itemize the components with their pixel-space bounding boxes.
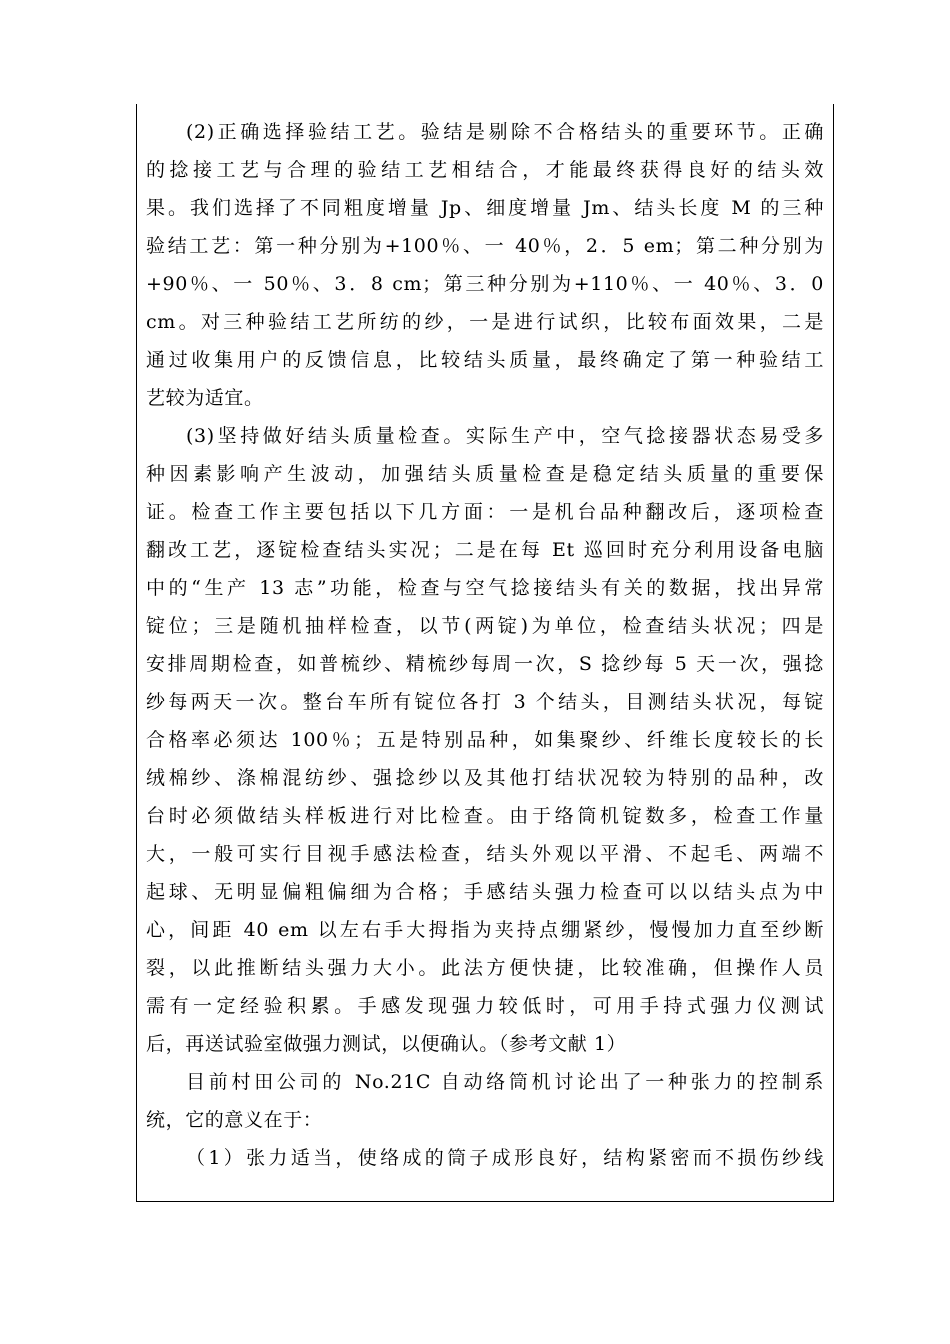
- text-line: 目前村田公司的 No.21C 自动络筒机讨论出了一种张力的控制系: [186, 1071, 824, 1093]
- text-line: 种因素影响产生波动，加强结头质量检查是稳定结头质量的重要保: [146, 463, 824, 485]
- text-line: 大，一般可实行目视手感法检查，结头外观以平滑、不起毛、两端不: [146, 843, 824, 865]
- text-line: 验结工艺：第一种分别为+100％、一 40％，2．5 em；第二种分别为: [146, 235, 824, 257]
- text-line: 的捻接工艺与合理的验结工艺相结合，才能最终获得良好的结头效: [146, 159, 824, 181]
- text-line: 艺较为适宜。: [146, 387, 264, 409]
- text-line: (2)正确选择验结工艺。验结是剔除不合格结头的重要环节。正确: [186, 121, 824, 143]
- text-line: 裂，以此推断结头强力大小。此法方便快捷，比较准确，但操作人员: [146, 957, 824, 979]
- text-line: +90％、一 50％、3．8 cm；第三种分别为+110％、一 40％、3．0: [146, 273, 824, 295]
- text-line: 心，间距 40 em 以左右手大拇指为夹持点绷紧纱，慢慢加力直至纱断: [146, 919, 824, 941]
- text-line: (3)坚持做好结头质量检查。实际生产中，空气捻接器状态易受多: [186, 425, 824, 447]
- text-line: 合格率必须达 100％；五是特别品种，如集聚纱、纤维长度较长的长: [146, 729, 824, 751]
- text-line: 安排周期检查，如普梳纱、精梳纱每周一次，S 捻纱每 5 天一次，强捻: [146, 653, 824, 675]
- text-line: 中的“生产 13 志”功能，检查与空气捻接结头有关的数据，找出异常: [146, 577, 824, 599]
- text-line: 果。我们选择了不同粗度增量 Jp、细度增量 Jm、结头长度 M 的三种: [146, 197, 824, 219]
- text-line: 需有一定经验积累。手感发现强力较低时，可用手持式强力仪测试: [146, 995, 824, 1017]
- text-line: 起球、无明显偏粗偏细为合格；手感结头强力检查可以以结头点为中: [146, 881, 824, 903]
- text-line: 锭位；三是随机抽样检查，以节(两锭)为单位，检查结头状况；四是: [146, 615, 824, 637]
- text-line: 后，再送试验室做强力测试，以便确认。（参考文献 1）: [146, 1033, 627, 1055]
- text-line: 纱每两天一次。整台车所有锭位各打 3 个结头，目测结头状况，每锭: [146, 691, 824, 713]
- document-body: [146, 113, 824, 1177]
- document-frame: [136, 104, 834, 1202]
- text-line: （1）张力适当，使络成的筒子成形良好，结构紧密而不损伤纱线: [186, 1147, 824, 1169]
- text-line: 绒棉纱、涤棉混纺纱、强捻纱以及其他打结状况较为特别的品种，改: [146, 767, 824, 789]
- text-line: 统，它的意义在于：: [146, 1109, 323, 1131]
- text-line: 证。检查工作主要包括以下几方面：一是机台品种翻改后，逐项检查: [146, 501, 824, 523]
- text-line: 通过收集用户的反馈信息，比较结头质量，最终确定了第一种验结工: [146, 349, 824, 371]
- text-line: 翻改工艺，逐锭检查结头实况；二是在每 Et 巡回时充分利用设备电脑: [146, 539, 824, 561]
- text-line: 台时必须做结头样板进行对比检查。由于络筒机锭数多，检查工作量: [146, 805, 824, 827]
- text-line: cm。对三种验结工艺所纺的纱，一是进行试织，比较布面效果，二是: [146, 311, 824, 333]
